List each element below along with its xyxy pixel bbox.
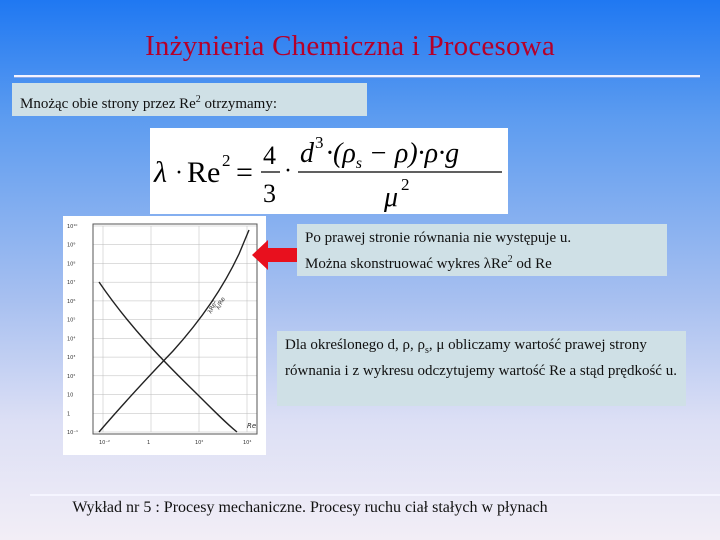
note2-subscript: s [424, 345, 429, 356]
eq-rho-s-sub: s [355, 155, 362, 172]
intro-text-end: otrzymamy: [200, 96, 278, 112]
y-tick-label: 10⁸ [67, 261, 76, 268]
eq-numerator-part2: − ρ)·ρ·g [362, 138, 460, 169]
title-underline [14, 75, 700, 77]
note-box-2 [277, 331, 686, 406]
y-tick-label: 10⁻¹ [67, 430, 79, 436]
y-tick-label: 1 [67, 411, 71, 418]
y-tick-label: 10 [67, 392, 74, 399]
eq-d: d [300, 138, 314, 169]
note2-text-end: , μ obliczamy wartość prawej strony równania i z wykresu odczytujemy wartość Re a stąd prędkość u. [285, 337, 677, 379]
equation-box [150, 128, 508, 214]
note1-line1: Po prawej stronie równania nie występuje u. [305, 230, 572, 246]
y-tick-label: 10⁹ [67, 242, 76, 249]
x-tick-label: 10² [195, 440, 204, 446]
eq-dot-1: · [175, 160, 183, 186]
red-arrow-icon [250, 238, 300, 272]
axis-label-re: Re [247, 422, 257, 430]
note-box-1 [297, 224, 667, 276]
eq-numerator [326, 138, 459, 172]
x-tick-label: 10⁴ [243, 440, 252, 446]
label-falling: λ/Re [214, 296, 227, 311]
y-tick-label: 10² [67, 373, 76, 380]
y-tick-label: 10⁴ [67, 336, 76, 343]
footer-text: Wykład nr 5 : Procesy mechaniczne. Procesy ruchu ciał stałych w płynach [72, 499, 548, 516]
y-tick-label: 10⁵ [67, 317, 76, 324]
note1-line2 [305, 249, 659, 275]
x-tick-label: 1 [147, 440, 151, 446]
eq-fraction-den: 3 [263, 179, 276, 208]
intro-text-box [12, 83, 367, 116]
intro-superscript: 2 [195, 94, 201, 105]
eq-equals: = [236, 156, 253, 189]
eq-numerator-part1: ·(ρ [326, 138, 356, 169]
slide-title: Inżynieria Chemiczna i Procesowa [145, 30, 555, 62]
note1-line2-text: Można skonstruować wykres λRe [305, 256, 508, 272]
chart-svg [63, 216, 266, 455]
y-tick-label: 10⁶ [67, 298, 76, 305]
note1-line2-end: od Re [512, 256, 552, 272]
eq-mu: μ [384, 182, 399, 213]
eq-d-exponent: 3 [315, 133, 324, 152]
equation [150, 128, 508, 214]
eq-dot-2: · [284, 158, 292, 184]
intro-text: Mnożąc obie strony przez Re [20, 96, 196, 112]
label-rising: λRe² [206, 299, 220, 315]
eq-fraction-num: 4 [263, 141, 276, 170]
eq-lambda: λ [154, 156, 167, 189]
x-tick-label: 10⁻² [99, 440, 111, 446]
eq-re-exponent: 2 [222, 151, 231, 170]
eq-re: Re [187, 156, 221, 189]
eq-mu-exponent: 2 [401, 175, 410, 194]
footer-divider [30, 494, 720, 496]
note2-text-start: Dla określonego d, ρ, ρ [285, 337, 425, 353]
y-tick-label: 10³ [67, 355, 76, 362]
y-tick-label: 10⁷ [67, 280, 76, 287]
note1-superscript: 2 [507, 254, 513, 265]
lambda-re-chart [63, 216, 266, 455]
y-tick-label: 10¹⁰ [67, 224, 78, 230]
